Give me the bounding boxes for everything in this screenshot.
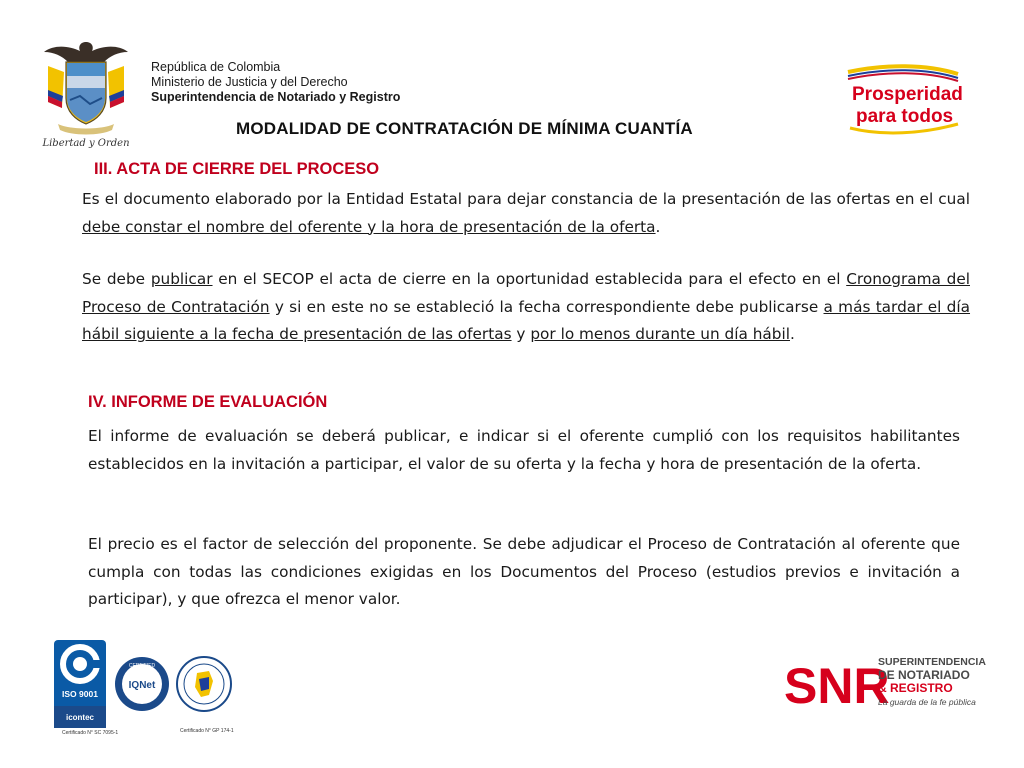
iqnet-certified-label: CERTIFIED <box>128 663 156 669</box>
gp-certification-seal <box>175 655 233 713</box>
header-line-superintendence: Superintendencia de Notariado y Registro <box>151 90 401 104</box>
text-run: Es el documento elaborado por la Entidad Estatal para dejar constancia de la presentación de las ofertas en el cual <box>82 190 970 208</box>
underlined-text: por lo menos durante un día hábil <box>530 325 790 343</box>
para-todos-word: para todos <box>856 106 954 127</box>
header-institution <box>151 60 400 105</box>
paragraph-acta-definition <box>82 186 970 241</box>
snr-tagline: La guarda de la fe pública <box>878 697 976 707</box>
iqnet-certified-logo <box>113 655 171 713</box>
text-run: y <box>511 325 531 343</box>
page-title: MODALIDAD DE CONTRATACIÓN DE MÍNIMA CUANTÍA <box>236 119 693 138</box>
snr-superintendencia-logo <box>784 651 994 711</box>
snr-line-notariado: DE NOTARIADO <box>878 668 970 682</box>
header-line-ministry: Ministerio de Justicia y del Derecho <box>151 75 348 89</box>
coat-motto: Libertad y Orden <box>42 138 130 149</box>
text-run: . <box>655 217 661 236</box>
section-heading-informe-evaluacion: IV. INFORME DE EVALUACIÓN <box>88 393 328 411</box>
underlined-text: Cronograma del Proceso de Contratación <box>82 270 970 316</box>
underlined-text: a más tardar el día hábil siguiente a la fecha de presentación de las ofertas <box>82 297 971 343</box>
text-run: Se debe <box>82 270 151 288</box>
prosperidad-para-todos-logo <box>842 62 964 140</box>
section-heading-acta-cierre: III. ACTA DE CIERRE DEL PROCESO <box>94 160 380 178</box>
certificate-caption-gp: Certificado N° GP 174-1 <box>180 728 234 734</box>
iqnet-label: IQNet <box>128 680 156 691</box>
paragraph-price-factor: El precio es el factor de selección del proponente. Se debe adjudicar el Proceso de Contratación al oferente que cumpla con todas las condiciones exigidas en los Documentos del Proceso (estudios previos e invitación a participar), y que ofrezca el menor valor. <box>88 535 960 608</box>
text-run: . <box>790 325 795 343</box>
text-run: y si en este no se estableció la fecha correspondiente debe publicarse <box>269 297 824 316</box>
icontec-iso-9001-logo <box>54 640 106 728</box>
underlined-text: debe constar el nombre del oferente y la hora de presentación de la oferta <box>82 217 656 236</box>
prosperidad-word: Prosperidad <box>852 84 963 105</box>
paragraph-informe-publication: El informe de evaluación se deberá publicar, e indicar si el oferente cumplió con los requisitos habilitantes establecidos en la invitación a participar, el valor de su oferta y la fecha y hora de presentación de la oferta. <box>88 427 960 473</box>
certificate-caption-sc: Certificado N° SC 7095-1 <box>62 730 119 736</box>
text-run: en el SECOP el acta de cierre en la oportunidad establecida para el efecto en el <box>212 270 847 288</box>
coat-of-arms-logo <box>40 38 132 150</box>
iso-9001-label: ISO 9001 <box>62 689 98 699</box>
snr-line-registro: & REGISTRO <box>878 681 953 695</box>
underlined-text: publicar <box>150 270 213 288</box>
header-line-republic: República de Colombia <box>151 60 281 74</box>
snr-line-superintendencia: SUPERINTENDENCIA <box>878 656 986 668</box>
paragraph-acta-publication <box>82 266 970 349</box>
snr-acronym: SNR <box>784 658 890 711</box>
icontec-label: icontec <box>65 713 95 722</box>
